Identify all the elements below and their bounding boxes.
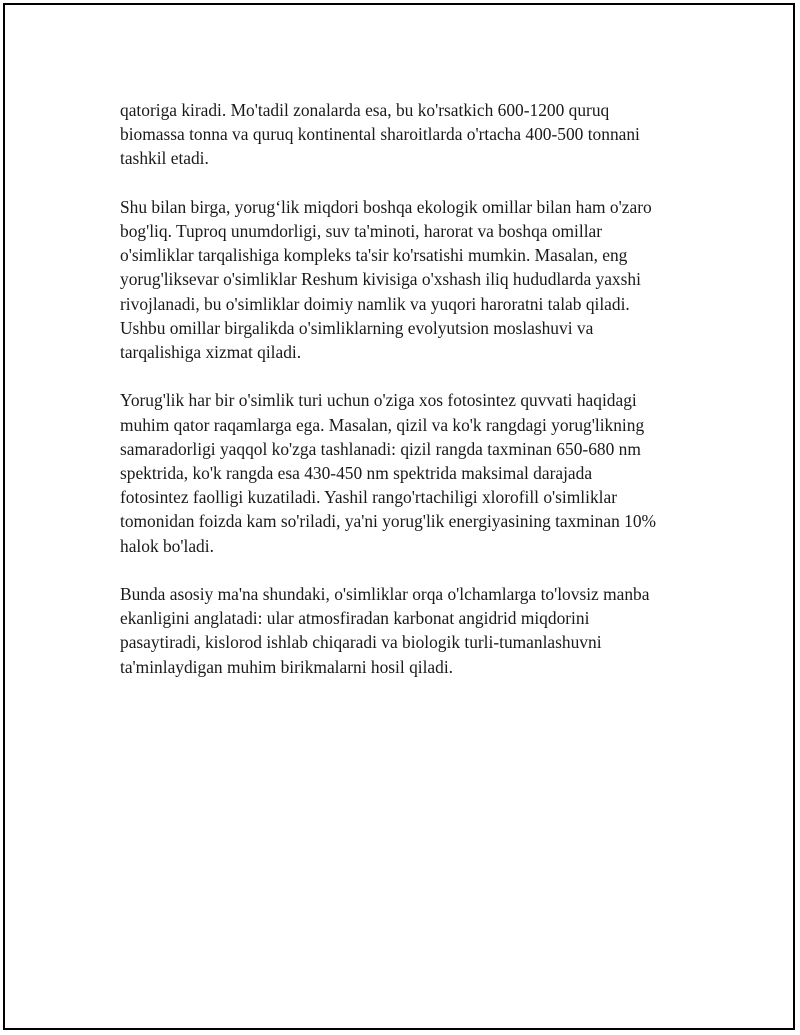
text-line: qatoriga kiradi. Mo'tadil zonalarda esa, bu ko'rsatkich 600-1200 quruq <box>120 100 610 120</box>
text-line: Shu bilan birga, yorug‘lik miqdori boshqa ekologik omillar bilan ham o'zaro <box>120 196 652 217</box>
paragraph-3 <box>120 388 710 557</box>
text-line: spektrida, ko'k rangda esa 430-450 nm spektrida maksimal darajada <box>120 463 593 484</box>
text-line: ta'minlaydigan muhim birikmalarni hosil qiladi. <box>120 656 454 677</box>
paragraph-4 <box>120 582 710 679</box>
paragraph-2 <box>120 195 710 364</box>
text-line: tomonidan foizda kam so'riladi, ya'ni yorug'lik energiyasining taxminan 10% <box>120 511 657 532</box>
text-line: tashkil etadi. <box>120 148 209 169</box>
text-line: muhim qator raqamlarga ega. Masalan, qizil va ko'k rangdagi yorug'likning <box>120 414 645 435</box>
text-line: tarqalishiga xizmat qiladi. <box>120 342 302 363</box>
document-body <box>120 98 710 703</box>
text-line: samaradorligi yaqqol ko'zga tashlanadi: qizil rangda taxminan 650-680 nm <box>120 438 641 459</box>
text-line: biomassa tonna va quruq kontinental sharoitlarda o'rtacha 400-500 tonnani <box>120 124 640 145</box>
text-line: bog'liq. Tuproq unumdorligi, suv ta'minoti, harorat va boshqa omillar <box>120 221 603 241</box>
page-border <box>3 3 795 1030</box>
text-line: o'simliklar tarqalishiga kompleks ta'sir ko'rsatishi mumkin. Masalan, eng <box>120 245 628 266</box>
text-line: Yorug'lik har bir o'simlik turi uchun o'ziga xos fotosintez quvvati haqidagi <box>120 390 637 411</box>
text-line: Ushbu omillar birgalikda o'simliklarning evolyutsion moslashuvi va <box>120 317 594 338</box>
text-line: halok bo'ladi. <box>120 535 214 556</box>
text-line: ekanligini anglatadi: ular atmosfiradan karbonat angidrid miqdorini <box>120 608 590 629</box>
text-line: yorug'liksevar o'simliklar Reshum kivisiga o'xshash iliq hududlarda yaxshi <box>120 269 641 290</box>
text-line: Bunda asosiy ma'na shundaki, o'simliklar orqa o'lchamlarga to'lovsiz manba <box>120 584 650 605</box>
paragraph-1 <box>120 98 710 171</box>
text-line: fotosintez faolligi kuzatiladi. Yashil rango'rtachiligi xlorofill o'simliklar <box>120 487 617 508</box>
text-line: rivojlanadi, bu o'simliklar doimiy namlik va yuqori haroratni talab qiladi. <box>120 293 630 314</box>
text-line: pasaytiradi, kislorod ishlab chiqaradi va biologik turli-tumanlashuvni <box>120 632 602 653</box>
